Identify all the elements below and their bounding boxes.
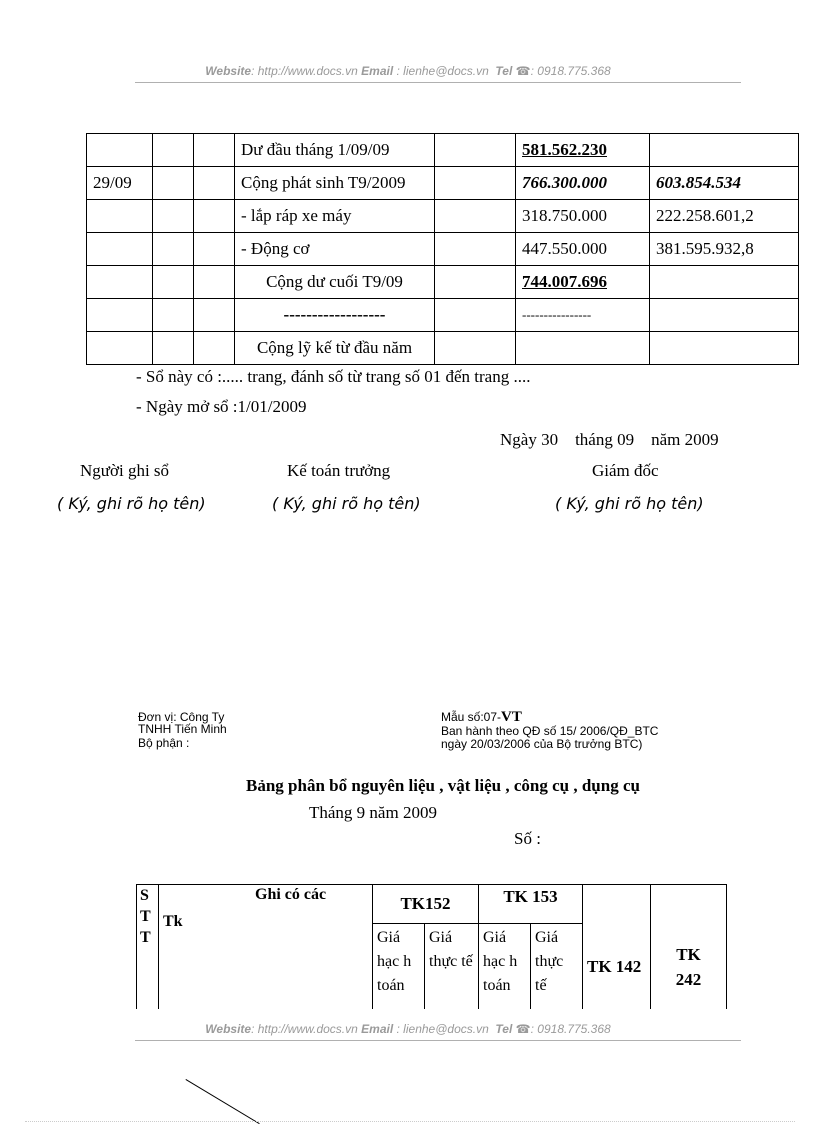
row-description: ------------------ [235,299,435,332]
tel-number: : 0918.775.368 [530,1022,611,1036]
row-description: - Động cơ [235,233,435,266]
open-date-note: - Ngày mở sổ :1/01/2009 [136,397,307,416]
issued-line-1: Ban hành theo QĐ số 15/ 2006/QĐ_BTC [441,724,659,738]
form-number-field: Số : [514,829,541,848]
page-header [0,64,816,78]
row-value-2: 222.258.601,2 [650,200,799,233]
department: Bộ phận : [138,736,190,750]
gia-thuc-te-153: Giá thực tế [531,924,583,1049]
tel-label: Tel [495,64,513,78]
email-address[interactable]: : lienhe@docs.vn [396,64,489,78]
row-value: ---------------- [516,299,650,332]
gia-hach-toan-153: Giá hạc h toán [479,924,531,1049]
recorder-sign-hint: ( Ký, ghi rõ họ tên) [57,494,206,513]
table-row [87,266,799,299]
table-row [87,332,799,365]
table-row [87,299,799,332]
row-value-2: 381.595.932,8 [650,233,799,266]
form-title: Bảng phân bổ nguyên liệu , vật liệu , công cụ , dụng cụ [246,776,640,795]
website-label: Website [205,1022,252,1036]
table-row [87,200,799,233]
director-sign-hint: ( Ký, ghi rõ họ tên) [555,494,704,513]
website-label: Website [205,64,252,78]
phone-icon: ☎ [515,1022,531,1036]
row-value: 766.300.000 [516,167,650,200]
form-period: Tháng 9 năm 2009 [309,803,437,822]
gia-hach-toan-152: Giá hạc h toán [373,924,425,1049]
tk142-header: TK 142 [583,885,651,1049]
date-line: Ngày 30 tháng 09 năm 2009 [500,430,719,449]
table-row [87,233,799,266]
ghi-co-label: Ghi có các [255,886,327,903]
tk242-header: TK 242 [651,885,727,1049]
email-label: Email [361,1022,394,1036]
header-divider [135,82,741,83]
unit-line-2: TNHH Tiến Minh [138,722,227,736]
row-description: - lắp ráp xe máy [235,200,435,233]
recorder-title: Người ghi sổ [80,461,170,480]
row-value-2: 603.854.534 [650,167,799,200]
form-number-code: VT [501,709,522,725]
row-description: Dư đầu tháng 1/09/09 [235,134,435,167]
tel-label: Tel [495,1022,513,1036]
form-number [441,711,522,723]
row-value: 744.007.696 [516,266,650,299]
row-description: Cộng phát sinh T9/2009 [235,167,435,200]
stt-header: S T T [137,885,159,1049]
row-description: Cộng lỹ kế từ đầu năm [235,332,435,365]
email-address[interactable]: : lienhe@docs.vn [396,1022,489,1036]
tk153-header: TK 153 [479,885,583,924]
row-value: 318.750.000 [516,200,650,233]
tel-number: : 0918.775.368 [530,64,611,78]
gia-thuc-te-152: Giá thực tế [425,924,479,1049]
row-date: 29/09 [87,167,153,200]
director-title: Giám đốc [592,461,659,480]
table-row [87,167,799,200]
tk152-header: TK152 [373,885,479,924]
issued-line-2: ngày 20/03/2006 của Bộ trưởng BTC) [441,737,643,751]
row-value: 581.562.230 [516,134,650,167]
page-footer [0,1022,816,1036]
table-header-row [137,885,727,924]
phone-icon: ☎ [515,64,531,78]
tk-label: Tk [163,913,183,930]
website-url[interactable]: : http://www.docs.vn [251,64,358,78]
chief-accountant-title: Kế toán trưởng [287,461,391,480]
row-description: Cộng dư cuối T9/09 [235,266,435,299]
email-label: Email [361,64,394,78]
row-value: 447.550.000 [516,233,650,266]
diagonal-stroke [185,1079,259,1124]
footer-divider [135,1040,741,1041]
website-url[interactable]: : http://www.docs.vn [251,1022,358,1036]
pages-note: - Sổ này có :..... trang, đánh số từ trang số 01 đến trang .... [136,367,531,386]
form-number-label: Mẫu số:07- [441,710,502,724]
table-row [87,134,799,167]
ledger-table [86,133,799,365]
unit-line-1: Đơn vị: Công Ty [138,710,225,724]
chief-accountant-sign-hint: ( Ký, ghi rõ họ tên) [272,494,421,513]
